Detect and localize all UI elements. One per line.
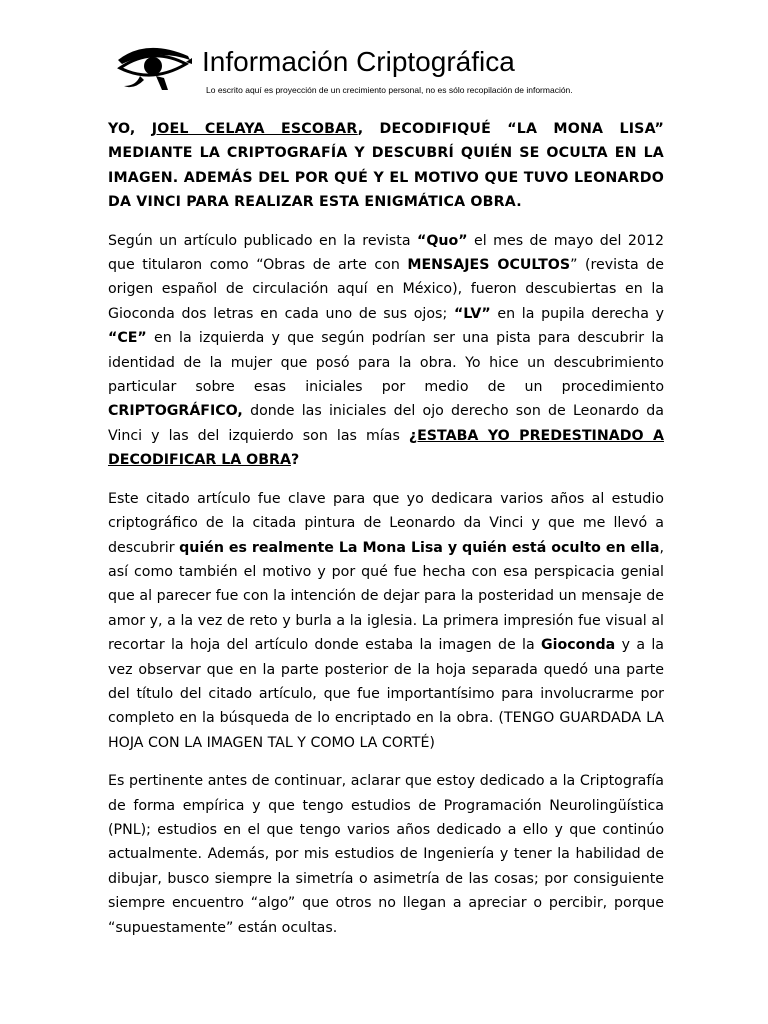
p1-bold-quo: “Quo”	[417, 232, 468, 249]
p2-text-3: y a la vez observar que en la parte posterior de la hoja separada quedó una parte del título del citado artículo, que fue importantísimo para involucrarme por completo en la búsqueda de lo encriptado en la obra. (TENGO GUARDADA LA HOJA CON LA IMAGEN TAL Y COMO LA CORTÉ)	[108, 637, 664, 751]
p2-text-1: Este citado artículo fue clave para que yo dedicara varios años al estudio criptográfico de la citada pintura de Leonardo da Vinci y que me llevó a descubrir	[108, 490, 664, 556]
p1-bold-question: ¿ESTABA YO PREDESTINADO A DECODIFICAR LA OBRA	[108, 427, 664, 469]
p1-question-mark: ?	[290, 452, 300, 469]
p1-text-2: el mes de mayo del 2012 que titularon como “Obras de arte con	[108, 232, 665, 274]
heading-prefix: YO,	[108, 121, 152, 137]
p1-bold-ce: “CE”	[108, 330, 147, 347]
p1-text-1: Según un artículo publicado en la revista	[108, 232, 417, 249]
paragraph-3: Es pertinente antes de continuar, aclarar que estoy dedicado a la Criptografía de forma empírica y que tengo estudios de Programación Neurolingüística (PNL); estudios en el que tengo varios años dedicado a ello y que continúo actualmente. Además, por mis estudios de Ingeniería y tener la habilidad de dibujar, busco siempre la simetría o asimetría de las cosas; por consiguiente siempre encuentro “algo” que otros no llegan a apreciar o percibir, porque “supuestamente” están ocultas.	[108, 773, 664, 936]
eye-of-horus-icon	[116, 40, 194, 92]
article-body	[108, 117, 664, 954]
author-name: JOEL CELAYA ESCOBAR	[151, 121, 358, 137]
p2-text-2: , así como también el motivo y por qué fue hecha con esa perspicacia genial que al parecer fue con la intención de dejar para la posteridad un mensaje de amor y, a la vez de reto y burla a la iglesia. La primera impresión fue visual al recortar la hoja del artículo donde estaba la imagen de la	[108, 539, 664, 654]
p1-text-4: en la pupila derecha y	[490, 305, 664, 322]
p2-bold-gioconda: Gioconda	[541, 637, 616, 654]
p1-text-3: ” (revista de origen español de circulación aquí en México), fueron descubiertas en la Gioconda dos letras en cada uno de sus ojos;	[108, 257, 665, 322]
article-heading	[108, 117, 664, 215]
p2-bold-mona-lisa: quién es realmente La Mona Lisa y quién está oculto en ella	[179, 539, 660, 556]
paragraph-2	[108, 487, 664, 755]
p1-bold-mensajes: MENSAJES OCULTOS	[407, 257, 571, 274]
p1-text-5: en la izquierda y que según podrían ser una pista para descubrir la identidad de la mujer que posó para la obra. Yo hice un descubrimiento particular sobre esas iniciales por medio de un procedimiento	[108, 330, 664, 396]
page-subtitle: Lo escrito aquí es proyección de un crecimiento personal, no es sólo recopilación de información.	[206, 85, 573, 95]
heading-rest: , DECODIFIQUÉ “LA MONA LISA” MEDIANTE LA CRIPTOGRAFÍA Y DESCUBRÍ QUIÉN SE OCULTA EN LA IMAGEN. ADEMÁS DEL POR QUÉ Y EL MOTIVO QUE TUVO LEONARDO DA VINCI PARA REALIZAR ESTA ENIGMÁTICA OBRA.	[108, 121, 664, 211]
p1-text-6: donde las iniciales del ojo derecho son de Leonardo da Vinci y las del izquierdo son las mías	[108, 403, 664, 444]
p1-bold-lv: “LV”	[453, 305, 491, 322]
page-title: Información Criptográfica	[202, 46, 515, 77]
paragraph-1	[108, 229, 664, 473]
p1-bold-cripto: CRIPTOGRÁFICO,	[108, 403, 243, 420]
page-header	[116, 38, 676, 100]
